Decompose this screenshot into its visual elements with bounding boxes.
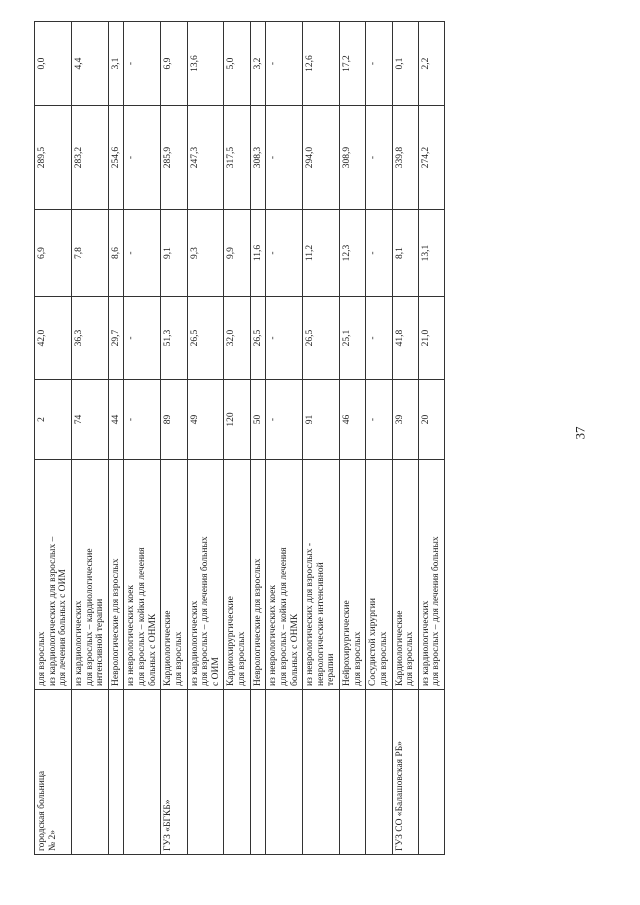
bed-profile-cell [366,460,392,690]
table-row [250,22,266,855]
value-cell: - [366,22,392,106]
value-cell: - [124,297,161,380]
table-row [108,22,124,855]
cell-line: для взрослых – койки для лечения [278,547,289,686]
cell-line: из кардиологических для взрослых – [47,536,58,686]
value-cell: 21,0 [418,297,444,380]
institution-cell [266,690,303,855]
cell-line: из неврологических коек [268,585,279,686]
institution-cell [108,690,124,855]
bed-count-cell: 20 [418,380,444,460]
bed-profile-cell [161,460,187,690]
table-row [124,22,161,855]
value-cell: - [266,210,303,297]
value-cell: - [124,210,161,297]
value-cell: - [366,210,392,297]
bed-profile-cell [266,460,303,690]
cell-line: ГУЗ «БГКБ» [163,799,174,851]
value-cell: 11,2 [303,210,340,297]
cell-line: из неврологических коек [126,585,137,686]
cell-line: для взрослых [352,631,363,686]
value-cell: 26,5 [303,297,340,380]
value-cell: - [124,106,161,210]
value-cell: 274,2 [418,106,444,210]
bed-profile-cell [418,460,444,690]
table-body [35,22,445,855]
cell-line: для взрослых – для лечения больных [200,536,211,686]
table-row [71,22,108,855]
institution-cell [340,690,366,855]
value-cell: 9,1 [161,210,187,297]
value-cell: 51,3 [161,297,187,380]
value-cell: 36,3 [71,297,108,380]
cell-line: Неврологические для взрослых [110,558,121,686]
value-cell: 29,7 [108,297,124,380]
value-cell: 26,5 [250,297,266,380]
bed-count-cell: 89 [161,380,187,460]
bed-profile-cell [340,460,366,690]
bed-profile-cell [108,460,124,690]
cell-line: городская больница [37,770,47,851]
cell-line: Кардиологические [394,610,405,686]
bed-count-cell: 46 [340,380,366,460]
hospital-beds-table [34,21,445,855]
bed-count-cell: 74 [71,380,108,460]
cell-line: для взрослых [173,631,184,686]
value-cell: 254,6 [108,106,124,210]
value-cell: 9,3 [187,210,224,297]
cell-line: для взрослых [237,631,247,686]
value-cell: - [266,297,303,380]
value-cell: 12,6 [303,22,340,106]
bed-profile-cell [124,460,161,690]
bed-count-cell: 49 [187,380,224,460]
value-cell: 294,0 [303,106,340,210]
value-cell: 247,3 [187,106,224,210]
cell-line: для взрослых – для лечения больных [431,536,442,686]
value-cell: 8,6 [108,210,124,297]
value-cell: 6,9 [35,210,72,297]
bed-count-cell: - [266,380,303,460]
cell-line: из кардиологических [73,600,84,686]
cell-line: для взрослых [378,631,389,686]
value-cell: 9,9 [224,210,250,297]
bed-profile-cell [35,460,72,690]
institution-cell [224,690,250,855]
cell-line: для взрослых – койки для лечения [137,547,147,686]
cell-line: неврологические интенсивной [315,562,326,686]
table-row [187,22,224,855]
institution-cell [392,690,418,855]
value-cell: - [366,297,392,380]
bed-count-cell: 50 [250,380,266,460]
institution-cell [303,690,340,855]
cell-line: Кардиологические [163,610,174,686]
institution-cell [161,690,187,855]
value-cell: - [124,22,161,106]
table-row [366,22,392,855]
bed-count-cell: 44 [108,380,124,460]
value-cell: 0,0 [35,22,72,106]
bed-count-cell: - [366,380,392,460]
cell-line: № 2» [47,830,58,851]
bed-profile-cell [71,460,108,690]
cell-line: из кардиологических [420,600,431,686]
bed-profile-cell [303,460,340,690]
table-row [340,22,366,855]
table-row [303,22,340,855]
cell-line: из кардиологических [189,600,200,686]
value-cell: 2,2 [418,22,444,106]
cell-line: для взрослых [37,631,47,686]
institution-cell [366,690,392,855]
cell-line: ГУЗ СО «Балашовская РБ» [394,741,405,851]
value-cell: 285,9 [161,106,187,210]
value-cell: 25,1 [340,297,366,380]
value-cell: 3,1 [108,22,124,106]
table-row [224,22,250,855]
value-cell: 8,1 [392,210,418,297]
value-cell: 3,2 [250,22,266,106]
page-number: 37 [572,426,587,440]
bed-count-cell: 91 [303,380,340,460]
institution-cell [250,690,266,855]
table-row [161,22,187,855]
value-cell: - [366,106,392,210]
value-cell: 41,8 [392,297,418,380]
value-cell: 11,6 [250,210,266,297]
bed-count-cell: - [124,380,161,460]
cell-line: для взрослых [405,631,416,686]
institution-cell [35,690,72,855]
value-cell: 7,8 [71,210,108,297]
bed-profile-cell [392,460,418,690]
cell-line: из неврологических для взрослых - [305,542,316,686]
value-cell: 339,8 [392,106,418,210]
value-cell: 26,5 [187,297,224,380]
table-row [266,22,303,855]
cell-line: Кардиохирургические [226,596,237,686]
value-cell: 6,9 [161,22,187,106]
cell-line: Нейрохирургические [342,600,352,686]
value-cell: - [266,106,303,210]
cell-line: для лечения больных с ОИМ [58,569,69,686]
value-cell: 5,0 [224,22,250,106]
value-cell: 289,5 [35,106,72,210]
institution-cell [71,690,108,855]
cell-line: Неврологические для взрослых [252,558,263,686]
value-cell: 17,2 [340,22,366,106]
value-cell: 32,0 [224,297,250,380]
cell-line: терапии [326,653,337,686]
cell-line: для взрослых – кардиологические [84,548,95,686]
bed-profile-cell [224,460,250,690]
bed-count-cell: 120 [224,380,250,460]
value-cell: 4,4 [71,22,108,106]
cell-line: Сосудистой хирургии [368,598,379,686]
rotated-table-wrapper [34,22,559,855]
table-row [418,22,444,855]
value-cell: 13,6 [187,22,224,106]
value-cell: 317,5 [224,106,250,210]
cell-line: больных с ОНМК [147,613,158,686]
table-row [392,22,418,855]
value-cell: 308,9 [340,106,366,210]
bed-profile-cell [187,460,224,690]
cell-line: больных с ОНМК [289,613,300,686]
value-cell: 283,2 [71,106,108,210]
value-cell: 12,3 [340,210,366,297]
value-cell: 42,0 [35,297,72,380]
table-row [35,22,72,855]
bed-profile-cell [250,460,266,690]
value-cell: - [266,22,303,106]
bed-count-cell: 39 [392,380,418,460]
cell-line: интенсивной терапии [95,598,106,686]
value-cell: 308,3 [250,106,266,210]
institution-cell [187,690,224,855]
cell-line: с ОИМ [210,657,221,686]
institution-cell [124,690,161,855]
institution-cell [418,690,444,855]
bed-count-cell: 2 [35,380,72,460]
value-cell: 13,1 [418,210,444,297]
value-cell: 0,1 [392,22,418,106]
